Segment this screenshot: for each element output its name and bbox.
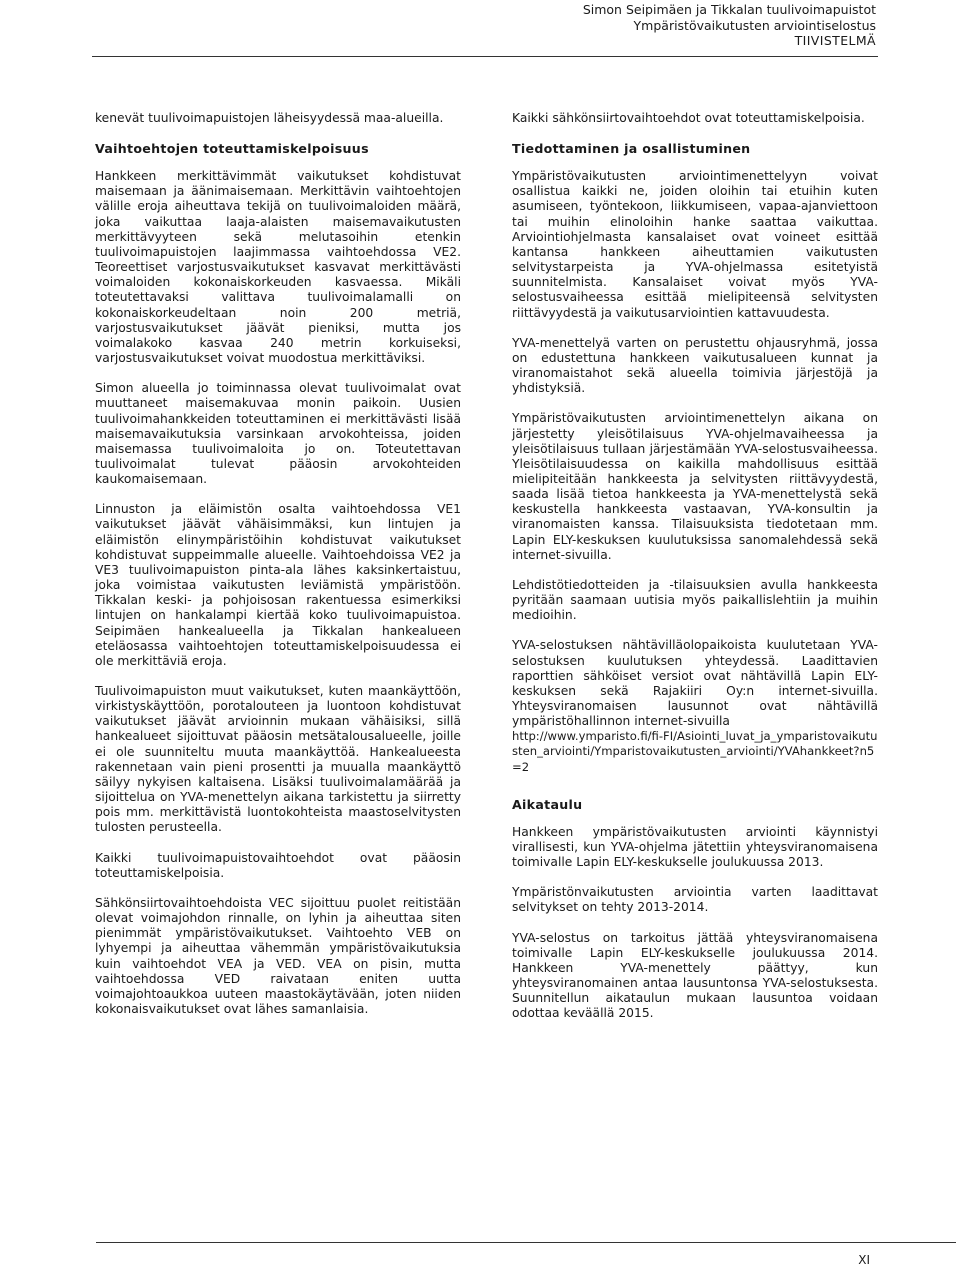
footer-divider [96, 1242, 956, 1243]
header-section-title: TIIVISTELMÄ [794, 33, 876, 48]
left-paragraph-1: Hankkeen merkittävimmät vaikutukset kohdistuvat maisemaan ja äänimaisemaan. Merkittävin vaihtoehtojen välille eroja aiheuttava tekijä on tuulivoimaloiden määrä, joka vaikuttaa laaja-alaisten maisemavaikutusten merkittävyyteen sekä melutasoihin etenkin tuulivoimapuistojen laajimmassa vaihtoehdossa VE2. Teoreettiset varjostusvaikutukset kasvavat merkittävästi voimaloiden kokonaiskorkeuden kasvaessa. Mikäli toteutettavaksi valittava tuulivoimalamalli on kokonaiskorkeudeltaan noin 200 metriä, varjostusvaikutukset jäävät pieniksi, mutta jos voimalakoko kasvaa 240 metrin korkuiseksi, varjostusvaikutukset voivat muodostua merkittäviksi. [95, 169, 461, 366]
right-paragraph-5-text: YVA-selostuksen nähtävilläolopaikoista kuulutetaan YVA-selostuksen kuulutuksen yhteydessä. Laadittavien raporttien sähköiset versiot ovat nähtävillä Lapin ELY-keskuksen sekä Rajakiiri Oy:n internet-sivuilla. Yhteysviranomaisen lausunnot ovat nähtävillä ympäristöhallinnon internet-sivuilla [512, 638, 878, 729]
right-paragraph-2: YVA-menettelyä varten on perustettu ohjausryhmä, jossa on edustettuna hankkeen vaikutusalueen kunnat ja viranomaistahot sekä alueella toimivia järjestöjä ja yhdistyksiä. [512, 335, 878, 396]
right-paragraph-7: Ympäristönvaikutusten arviointia varten laadittavat selvitykset on tehty 2013-2014. [512, 885, 878, 915]
right-paragraph-6: Hankkeen ympäristövaikutusten arviointi käynnistyi virallisesti, kun YVA-ohjelma jätettiin yhteysviranomaisena toimivalle Lapin ELY-keskukselle joulukuussa 2013. [512, 824, 878, 870]
left-paragraph-6: Sähkönsiirtovaihtoehdoista VEC sijoittuu puolet reitistään olevat voimajohdon rinnalle, on lyhin ja aiheuttaa siten pienimmät ympäristövaikutukset. Vaihtoehto VEB on lyhyempi ja aiheuttaa vähemmän ympäristövaikutuksia kuin vaihtoehdot VEA ja VED. VEA on pisin, mutta vaihtoehdossa VED raivataan eniten uutta voimajohtoaukkoa uuteen maastokäytävään, joten niiden kokonaisvaikutukset ovat lähes samanlaisia. [95, 895, 461, 1016]
left-paragraph-5: Kaikki tuulivoimapuistovaihtoehdot ovat pääosin toteuttamiskelpoisia. [95, 850, 461, 880]
header-project-title: Simon Seipimäen ja Tikkalan tuulivoimapuistot [582, 2, 876, 17]
section-heading-communication: Tiedottaminen ja osallistuminen [512, 141, 751, 157]
header-divider [92, 56, 878, 57]
right-paragraph-4: Lehdistötiedotteiden ja -tilaisuuksien avulla hankkeesta pyritään saamaan uutisia myös paikallislehtiin ja muihin medioihin. [512, 577, 878, 623]
right-paragraph-5 [512, 638, 878, 774]
right-paragraph-1: Ympäristövaikutusten arviointimenettelyyn voivat osallistua kaikki ne, joiden oloihin tai etuihin kuten asumiseen, työntekoon, liikkumiseen, vapaa-ajanviettoon tai muihin elinoloihin hanke saattaa vaikuttaa. Arviointiohjelmasta kansalaiset ovat voineet esittää kantansa hankkeen aiheuttamien vaikutusten selvitystarpeista ja YVA-ohjelmassa esitetyistä suunnitelmista. Kansalaiset voivat myös YVA-selostusvaiheessa esittää mielipiteensä selvitysten riittävyydestä ja vaikutusarviointien kattavuudesta. [512, 169, 878, 320]
right-paragraph-continuation: Kaikki sähkönsiirtovaihtoehdot ovat toteuttamiskelpoisia. [512, 111, 865, 125]
right-column [512, 111, 878, 1037]
header-report-title: Ympäristövaikutusten arviointiselostus [633, 17, 876, 33]
left-paragraph-3: Linnuston ja eläimistön osalta vaihtoehdossa VE1 vaikutukset jäävät vähäisimmäksi, kun lintujen ja eläimistön elinympäristöihin kohdistuvat vaikutukset kohdistuvat suppeimmalle alueelle. Vaihtoehdoissa VE2 ja VE3 tuulivoimapuiston pinta-ala lähes kaksinkertaistuu, joka voimistaa vaikutusten leviämistä ympäristöön. Tikkalan keski- ja pohjoisosan rakentuessa esimerkiksi lintujen on hankalampi kiertää koko tuulivoimapuistoa. Seipimäen hankealueella ja Tikkalan hankealueen eteläosassa vaihtoehtojen toteuttamiskelpoisuudessa ei ole merkittäviä eroja. [95, 502, 461, 668]
environment-admin-link[interactable]: http://www.ymparisto.fi/fi-FI/Asiointi_luvat_ja_ymparistovaikutusten_arviointi/Ymparistovaikutusten_arviointi/YVAhankkeet?n5=2 [512, 729, 878, 774]
left-paragraph-2: Simon alueella jo toiminnassa olevat tuulivoimalat ovat muuttaneet maisemakuvaa monin paikoin. Uusien tuulivoimahankkeiden toteuttaminen ei merkittävästi lisää maisemavaikutuksia varsinkaan arvokohteissa, joiden maisemassa tuulivoimaloita jo on. Toteutettavan tuulivoimalat tulevat pääosin arvokohteiden kaukomaisemaan. [95, 381, 461, 487]
section-heading-schedule: Aikataulu [512, 796, 583, 812]
right-paragraph-3: Ympäristövaikutusten arviointimenettelyn aikana on järjestetty yleisötilaisuus YVA-ohjelmavaiheessa ja yleisötilaisuus tullaan järjestämään YVA-selostusvaiheessa. Yleisötilaisuudessa on kaikilla mahdollisuus esittää mielipiteitään hankkeesta ja selvitysten riittävyydestä, saada lisää tietoa hankkeesta ja YVA-menettelystä sekä keskustella hankkeesta vastaavan, YVA-konsultin ja viranomaisten kanssa. Tilaisuuksista tiedotetaan mm. Lapin ELY-keskuksen kuulutuksissa sanomalehdessä sekä internet-sivuilla. [512, 411, 878, 562]
page-header [583, 2, 876, 49]
left-column [95, 111, 461, 1032]
section-heading-feasibility: Vaihtoehtojen toteuttamiskelpoisuus [95, 141, 369, 157]
right-paragraph-8: YVA-selostus on tarkoitus jättää yhteysviranomaisena toimivalle Lapin ELY-keskukselle joulukuussa 2014. Hankkeen YVA-menettely päättyy, kun yhteysviranomainen antaa lausuntonsa YVA-selostuksesta. Suunnitellun aikataulun mukaan lausuntoa voidaan odottaa keväällä 2015. [512, 930, 878, 1021]
left-paragraph-4: Tuulivoimapuiston muut vaikutukset, kuten maankäyttöön, virkistyskäyttöön, porotalouteen ja luontoon kohdistuvat vaikutukset jäävät arvioinnin mukaan vähäisiksi, sillä hankealueet sijoittuvat pääosin metsätalousalueelle, joille ei ole suunniteltu muuta maankäyttöä. Hankealueesta rakennetaan vain pieni prosentti ja muualla maankäyttö säilyy nykyisen kaltaisena. Lisäksi tuulivoimalamäärää ja sijoittelua on YVA-menettelyn aikana tarkistettu ja siirretty pois mm. merkittävistä luontokohteista maastoselvitysten tulosten perusteella. [95, 684, 461, 835]
page-number: XI [858, 1253, 870, 1267]
left-paragraph-continuation: kenevät tuulivoimapuistojen läheisyydessä maa-alueilla. [95, 111, 444, 125]
